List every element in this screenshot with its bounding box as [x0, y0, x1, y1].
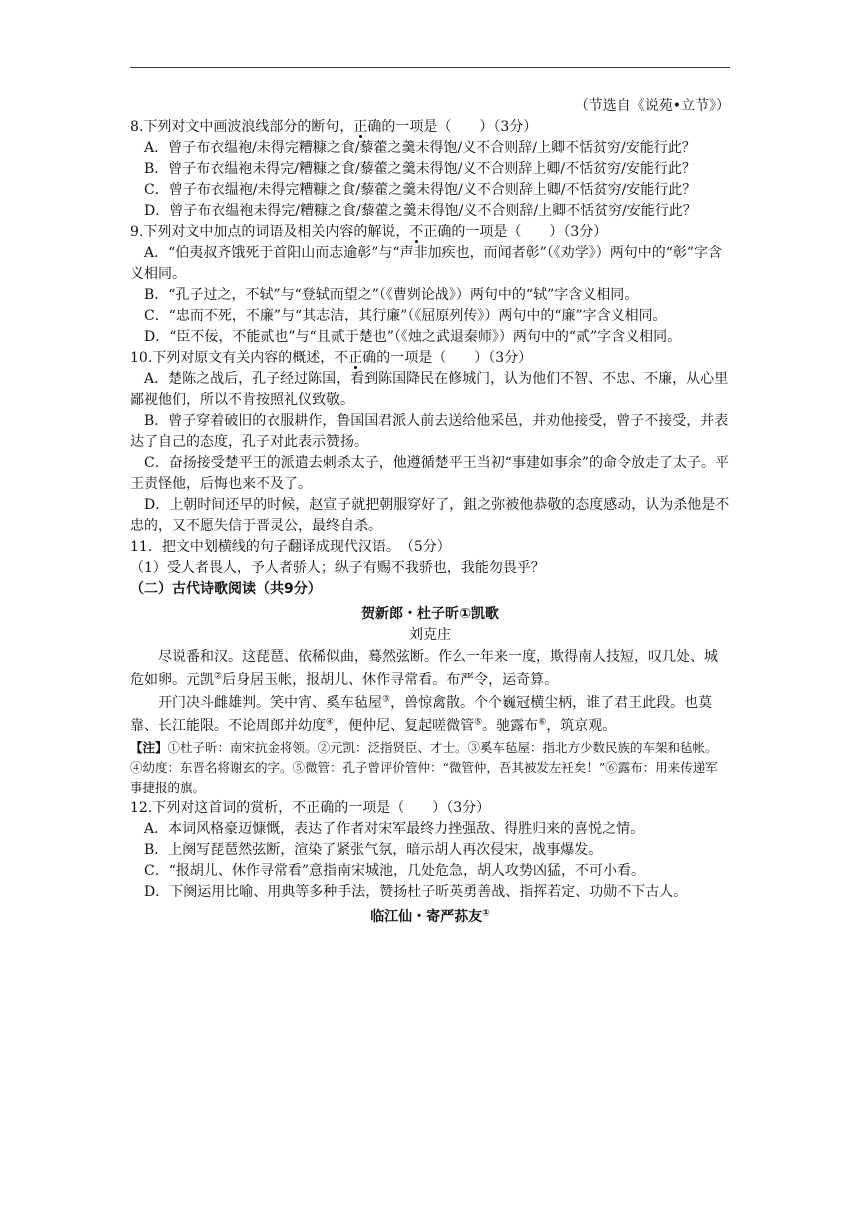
q9-stem-pre: 9.下列对文中加点的词语及相关内容的解说， [130, 224, 410, 240]
footnote-mark-6: ⑥ [538, 717, 547, 728]
question-12: 12.下列对这首词的赏析，不正确的一项是（ ）（3分） [130, 800, 491, 816]
footnote-mark-3: ③ [382, 694, 391, 705]
q9-option-a: A．“伯夷叔齐饿死于首阳山而志逾彰”与“声非加疾也，而闻者彰”（《劝学》）两句中的“彰”字含义相同。 [130, 245, 723, 282]
poem2-title: 临江仙・寄严荪友① [370, 908, 490, 925]
question-8 [130, 117, 730, 138]
q9-option-b: B．“孔子过之，不轼”与“登轼而望之”（《曹刿论战》）两句中的“轼”字含义相同。 [144, 287, 639, 303]
q8-option-c: C．曾子布衣缊袍/未得完糟糠之食/藜藿之羹未得饱/义不合则辞上卿/不恬贫穷/安能行此？ [144, 182, 697, 198]
note-label: 【注】 [130, 740, 168, 755]
q9-stem-post: 正确的一项是（ ）（3分） [423, 224, 608, 240]
footnote-mark-4: ④ [326, 717, 335, 728]
footnote-mark-2: ② [214, 671, 223, 682]
q10-option-d: D．上朝时间还早的时候，赵宣子就把朝服穿好了，鉏之弥被他恭敬的态度感动，认为杀他是不忠的，又不愿失信于晋灵公，最终自杀。 [130, 497, 730, 534]
q10-emphasis-char: 正 [348, 350, 363, 366]
note-text: 杜子昕：南宋抗金将领。②元凯：泛指贤臣、才士。③奚车毡屋：指北方少数民族的车架和毡帐。④幼度：东晋名将谢玄的字。⑤微管：孔子曾评价管仲：“微管仲，吾其被发左衽矣！”⑥露布：用来传递军事捷报的旗。 [130, 740, 718, 795]
document-body [130, 96, 730, 928]
poem1-footnote [130, 738, 730, 798]
source-citation: （节选自《说苑•立节》） [574, 98, 730, 114]
q9-emphasis-char: 不 [409, 224, 424, 240]
poem1-stanza-1: 尽说番和汉。这琵琶、依稀似曲，蓦然弦断。作么一年来一度，欺得南人技短，叹几处、城危如卵。元凯②后身居玉帐，报胡儿、休作寻常看。布严令，运奇算。 [130, 649, 718, 688]
q8-emphasis-char: 正 [353, 119, 368, 135]
q10-option-b: B．曾子穿着破旧的衣服耕作，鲁国国君派人前去送给他采邑，并劝他接受，曾子不接受，并表达了自己的态度，孔子对此表示赞扬。 [130, 413, 729, 450]
poem1-author: 刘克庄 [409, 627, 451, 643]
q12-option-c: C．“报胡儿、休作寻常看”意指南宋城池，几处危急，胡人攻势凶猛，不可小看。 [144, 863, 646, 879]
q8-option-d: D．曾子布衣缊袍未得完/糟糠之食/藜藿之羹未得饱/义不合则辞/上卿不恬贫穷/安能行此？ [144, 203, 697, 219]
q11-item-1: （1）受人者畏人，予人者骄人；纵子有赐不我骄也，我能勿畏乎？ [130, 560, 545, 576]
section-heading-poetry: （二）古代诗歌阅读（共9分） [130, 581, 322, 597]
question-11: 11．把文中划横线的句子翻译成现代汉语。 （5分） [130, 539, 451, 555]
question-9 [130, 222, 730, 243]
q8-stem-pre: 8.下列对文中画波浪线部分的断句， [130, 119, 354, 135]
poem1-title: 贺新郎・杜子昕①凯歌 [361, 606, 499, 622]
poem2-footnote-mark: ① [482, 908, 490, 919]
q9-option-d: D．“臣不佞，不能贰也”与“且贰于楚也”（《烛之武退秦师》）两句中的“贰”字含义相同。 [144, 329, 682, 345]
poem1-stanza-2: 开门决斗雌雄判。笑中宵、奚车毡屋③，兽惊禽散。个个巍冠横尘柄，谁了君王此段。也莫靠、长江能限。不论周郎并幼度④，便仲尼、复起嗟微管⑤。驰露布⑥，筑京观。 [130, 694, 713, 734]
q9-option-c: C．“忠而不死，不廉”与“其志洁，其行廉”（《屈原列传》）两句中的“廉”字含义相同。 [144, 308, 667, 324]
q10-option-c: C．奋扬接受楚平王的派遣去刺杀太子，他遵循楚平王当初“事建如事余”的命令放走了太子。平王责怪他，后悔也来不及了。 [130, 455, 730, 492]
q12-option-d: D．下阕运用比喻、用典等多种手法，赞扬杜子昕英勇善战、指挥若定、功勋不下古人。 [144, 884, 688, 900]
footnote-mark-1: ① [459, 606, 471, 622]
q8-option-a: A．曾子布衣缊袍/未得完糟糠之食/藜藿之羹未得饱/义不合则辞/上卿不恬贫穷/安能行此？ [144, 140, 696, 156]
q12-option-a: A．本词风格豪迈慷慨，表达了作者对宋军最终力挫强敌、得胜归来的喜悦之情。 [144, 821, 645, 837]
footnote-mark-5: ⑤ [474, 717, 483, 728]
question-10 [130, 348, 730, 369]
q10-stem-pre: 10.下列对原文有关内容的概述，不 [130, 350, 349, 366]
q10-option-a: A．楚陈之战后，孔子经过陈国，看到陈国降民在修城门，认为他们不智、不忠、不廉，从心里鄙视他们，所以不肯按照礼仪致敬。 [130, 371, 729, 408]
q8-stem-post: 确的一项是（ ）（3分） [367, 119, 538, 135]
note-mark: ① [167, 740, 181, 755]
q12-option-b: B．上阕写琵琶然弦断，渲染了紧张气氛，暗示胡人再次侵宋，战事爆发。 [144, 842, 603, 858]
q10-stem-post: 确的一项是（ ）（3分） [362, 350, 533, 366]
q8-option-b: B．曾子布衣缊袍未得完/糟糠之食/藜藿之羹未得饱/义不合则辞上卿/不恬贫穷/安能行此？ [144, 161, 696, 177]
header-rule [130, 67, 730, 68]
